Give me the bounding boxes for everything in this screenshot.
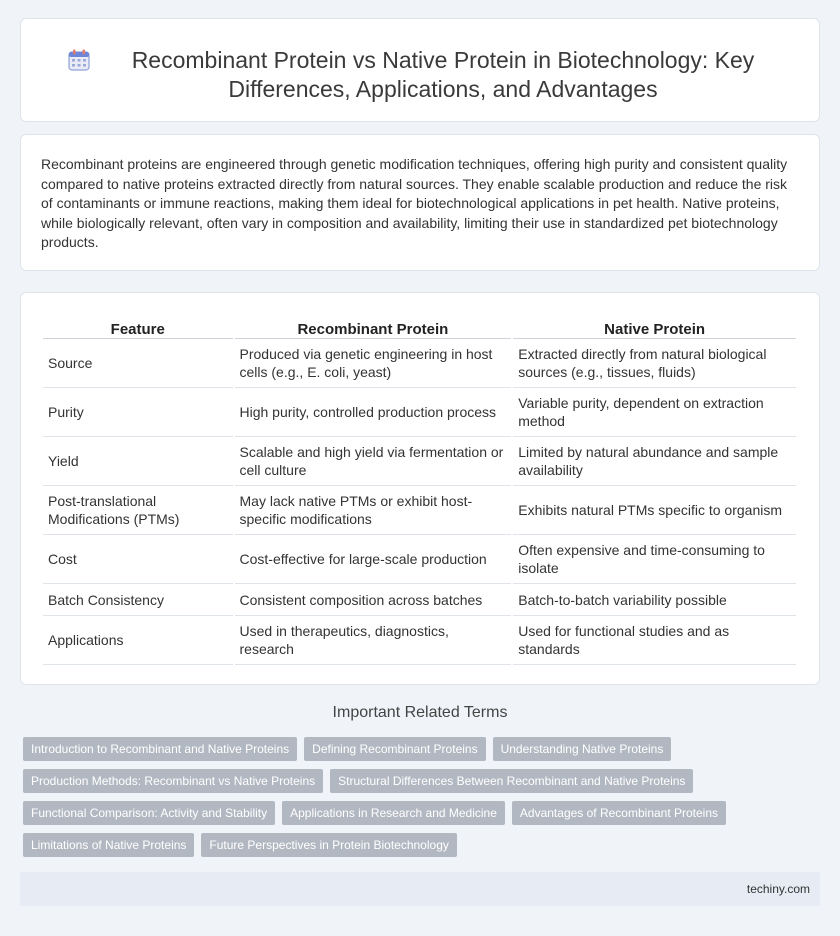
table-row xyxy=(43,437,796,486)
column-header-native: Native Protein xyxy=(513,317,796,339)
related-terms-list xyxy=(23,737,813,857)
comparison-table xyxy=(41,317,798,665)
table-cell: Yield xyxy=(43,437,233,486)
table-row xyxy=(43,339,796,388)
table-row xyxy=(43,388,796,437)
table-cell: Extracted directly from natural biological sources (e.g., tissues, fluids) xyxy=(513,339,796,388)
table-cell: Purity xyxy=(43,388,233,437)
table-cell: Consistent composition across batches xyxy=(235,584,512,616)
header-card xyxy=(20,18,820,122)
table-cell: Cost-effective for large-scale production xyxy=(235,535,512,584)
calendar-icon xyxy=(67,48,91,72)
table-cell: May lack native PTMs or exhibit host-specific modifications xyxy=(235,486,512,535)
related-terms-heading: Important Related Terms xyxy=(332,704,508,721)
related-term-tag[interactable]: Advantages of Recombinant Proteins xyxy=(512,801,726,825)
table-cell: Cost xyxy=(43,535,233,584)
table-cell: Limited by natural abundance and sample availability xyxy=(513,437,796,486)
table-cell: Applications xyxy=(43,616,233,665)
related-term-tag[interactable]: Functional Comparison: Activity and Stability xyxy=(23,801,275,825)
table-row xyxy=(43,616,796,665)
table-cell: Produced via genetic engineering in host cells (e.g., E. coli, yeast) xyxy=(235,339,512,388)
table-row xyxy=(43,486,796,535)
related-term-tag[interactable]: Understanding Native Proteins xyxy=(493,737,672,761)
table-cell: Batch Consistency xyxy=(43,584,233,616)
related-term-tag[interactable]: Defining Recombinant Proteins xyxy=(304,737,485,761)
table-cell: High purity, controlled production process xyxy=(235,388,512,437)
page-title: Recombinant Protein vs Native Protein in Biotechnology: Key Differences, Applications, and Advantages xyxy=(131,47,755,102)
table-cell: Variable purity, dependent on extraction method xyxy=(513,388,796,437)
related-term-tag[interactable]: Structural Differences Between Recombinant and Native Proteins xyxy=(330,769,693,793)
footer xyxy=(20,872,820,906)
table-cell: Scalable and high yield via fermentation or cell culture xyxy=(235,437,512,486)
table-cell: Often expensive and time-consuming to isolate xyxy=(513,535,796,584)
column-header-recombinant: Recombinant Protein xyxy=(235,317,512,339)
related-term-tag[interactable]: Production Methods: Recombinant vs Native Proteins xyxy=(23,769,323,793)
table-row xyxy=(43,535,796,584)
table-cell: Used for functional studies and as standards xyxy=(513,616,796,665)
table-cell: Source xyxy=(43,339,233,388)
table-cell: Exhibits natural PTMs specific to organism xyxy=(513,486,796,535)
column-header-feature: Feature xyxy=(43,317,233,339)
comparison-table-card xyxy=(20,292,820,685)
footer-site-name[interactable]: techiny.com xyxy=(746,882,810,896)
related-term-tag[interactable]: Introduction to Recombinant and Native Proteins xyxy=(23,737,297,761)
related-term-tag[interactable]: Limitations of Native Proteins xyxy=(23,833,194,857)
table-cell: Used in therapeutics, diagnostics, research xyxy=(235,616,512,665)
table-header-row xyxy=(43,317,796,339)
table-cell: Batch-to-batch variability possible xyxy=(513,584,796,616)
intro-card xyxy=(20,134,820,271)
related-term-tag[interactable]: Future Perspectives in Protein Biotechnology xyxy=(201,833,456,857)
related-term-tag[interactable]: Applications in Research and Medicine xyxy=(282,801,505,825)
intro-paragraph: Recombinant proteins are engineered through genetic modification techniques, offering high purity and consistent quality compared to native proteins extracted directly from natural sources. They enable scalable production and reduce the risk of contaminants or immune reactions, making them ideal for biotechnological applications in pet health. Native proteins, while biologically relevant, often vary in composition and availability, limiting their use in standardized pet biotechnology products. xyxy=(41,156,788,251)
table-cell: Post-translational Modifications (PTMs) xyxy=(43,486,233,535)
table-row xyxy=(43,584,796,616)
